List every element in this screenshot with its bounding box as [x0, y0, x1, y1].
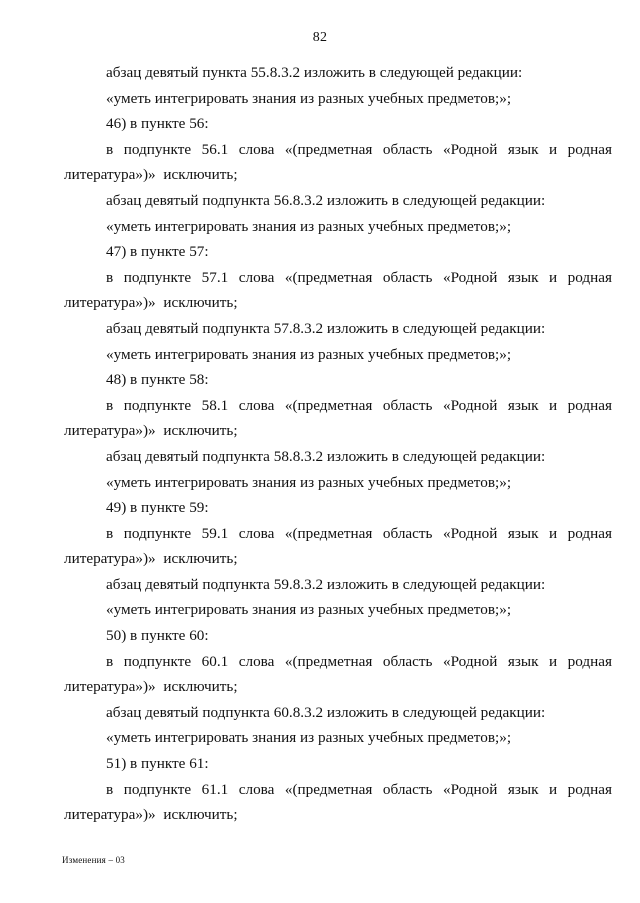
section-heading: 48) в пункте 58:: [106, 371, 209, 389]
section-heading: 49) в пункте 59:: [106, 499, 209, 517]
paragraph: абзац девятый подпункта 58.8.3.2 изложить в следующей редакции:: [106, 447, 546, 465]
paragraph: абзац девятый пункта 55.8.3.2 изложить в следующей редакции:: [106, 64, 523, 81]
section-heading: 47) в пункте 57:: [106, 243, 209, 261]
paragraph: «уметь интегрировать знания из разных учебных предметов;»;: [106, 729, 512, 747]
paragraph: в подпункте 59.1 слова «(предметная область «Родной язык и родная литература»)» исключить;: [64, 524, 612, 568]
paragraph: в подпункте 57.1 слова «(предметная область «Родной язык и родная литература»)» исключить;: [64, 268, 612, 312]
paragraph: в подпункте 58.1 слова «(предметная область «Родной язык и родная литература»)» исключить;: [64, 396, 612, 440]
paragraph: «уметь интегрировать знания из разных учебных предметов;»;: [106, 345, 512, 363]
paragraph: «уметь интегрировать знания из разных учебных предметов;»;: [106, 89, 512, 107]
page-number: 82: [312, 30, 328, 45]
paragraph: «уметь интегрировать знания из разных учебных предметов;»;: [106, 473, 512, 491]
document-body: [64, 60, 612, 828]
paragraph: «уметь интегрировать знания из разных учебных предметов;»;: [106, 601, 512, 619]
paragraph: абзац девятый подпункта 57.8.3.2 изложить в следующей редакции:: [106, 319, 546, 337]
section-heading: 50) в пункте 60:: [106, 627, 209, 645]
footer-note: Изменения – 03: [62, 855, 126, 865]
paragraph: в подпункте 56.1 слова «(предметная область «Родной язык и родная литература»)» исключить;: [64, 140, 612, 184]
paragraph: в подпункте 60.1 слова «(предметная область «Родной язык и родная литература»)» исключить;: [64, 652, 612, 696]
paragraph: абзац девятый подпункта 60.8.3.2 изложить в следующей редакции:: [106, 703, 546, 721]
paragraph: в подпункте 61.1 слова «(предметная область «Родной язык и родная литература»)» исключить;: [64, 780, 612, 824]
paragraph: абзац девятый подпункта 59.8.3.2 изложить в следующей редакции:: [106, 575, 546, 593]
section-heading: 51) в пункте 61:: [106, 755, 209, 773]
section-heading: 46) в пункте 56:: [106, 115, 209, 133]
paragraph: абзац девятый подпункта 56.8.3.2 изложить в следующей редакции:: [106, 191, 546, 209]
paragraph: «уметь интегрировать знания из разных учебных предметов;»;: [106, 217, 512, 235]
